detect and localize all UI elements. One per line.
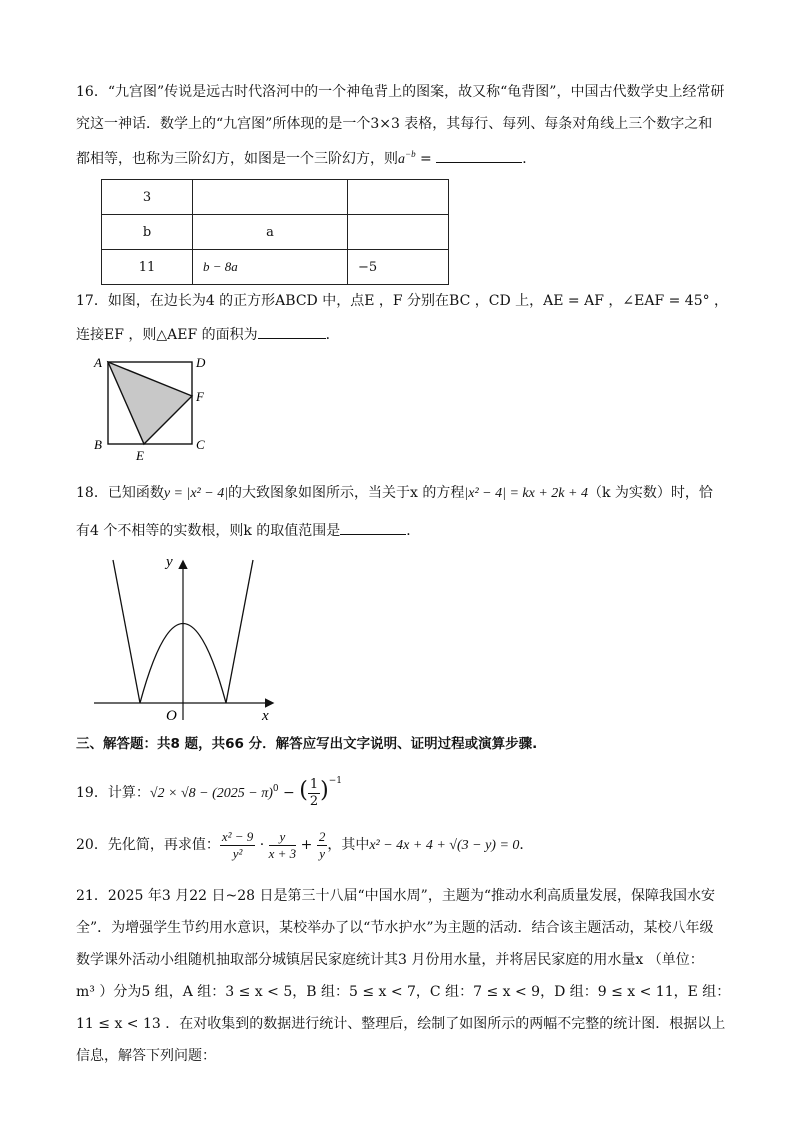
q16-expr-base: a: [398, 152, 405, 167]
label-c: C: [196, 437, 205, 452]
table-row: [102, 215, 449, 250]
q18-text-end: （k 为实数）时，恰: [587, 485, 713, 501]
label-f: F: [196, 389, 204, 404]
section3-heading: 三、解答题：共8 题，共66 分．解答应写出文字说明、证明过程或演算步骤.: [76, 736, 538, 752]
q21-line6: 信息，解答下列问题：: [76, 1048, 216, 1064]
q19-paren-close: ): [320, 778, 329, 803]
q18-text-mid: 的大致图象如图所示，当关于x 的方程: [228, 485, 465, 501]
q18-function: y = |x² − 4|: [163, 486, 229, 501]
q20-frac3: [317, 829, 328, 862]
q16-line2: 究这一神话．数学上的“九宫图”所体现的是一个3×3 表格，其每行、每列、每条对角线上三个数字之和: [76, 116, 713, 132]
q20-frac1: [220, 829, 255, 862]
q16-end: ．: [522, 151, 537, 167]
q16-line3-text: 都相等，也称为三阶幻方，如图是一个三阶幻方，则: [76, 151, 398, 167]
q17-line2-text: 连接EF ，则△AEF 的面积为: [76, 327, 258, 343]
q17-end: ．: [325, 327, 340, 343]
q20-line: [76, 826, 533, 865]
q18-line2: [76, 520, 420, 540]
table-cell: [348, 180, 449, 215]
q17-answer-blank[interactable]: [258, 324, 326, 339]
q19-line: [76, 774, 342, 811]
q20-end: ．: [519, 837, 534, 853]
origin-label: O: [166, 708, 177, 724]
q20-dot: ·: [255, 837, 269, 853]
q16-answer-blank[interactable]: [436, 148, 522, 163]
q18-end: ．: [406, 523, 421, 539]
table-cell: 11: [102, 250, 193, 285]
table-cell: [348, 215, 449, 250]
table-cell: [193, 180, 348, 215]
q19-half-den: 2: [309, 793, 319, 809]
q19-expr: √2 × √8 − (2025 − π): [149, 786, 273, 801]
table-cell: a: [193, 215, 348, 250]
label-d: D: [196, 355, 206, 370]
q18-line1: [76, 484, 713, 503]
q16-expr-exp: −b: [405, 149, 416, 159]
q16-line3: [76, 148, 536, 169]
axis-label-x: x: [262, 708, 269, 724]
q20-frac2-den: x + 3: [268, 845, 297, 861]
q19-half-num: 1: [309, 776, 319, 792]
q19-minus: −: [278, 785, 300, 801]
table-cell: −5: [348, 250, 449, 285]
triangle-aef: [108, 362, 192, 444]
q18-answer-blank[interactable]: [340, 520, 406, 535]
q21-line5: 11 ≤ x < 13 ．在对收集到的数据进行统计、整理后，绘制了如图所示的两幅不完整的统计图．根据以上: [76, 1016, 726, 1032]
q19-fraction-half: [308, 777, 320, 810]
q20-frac3-num: 2: [318, 828, 326, 844]
q21-line4: m³ ）分为5 组，A 组：3 ≤ x < 5，B 组：5 ≤ x < 7，C 组：7 ≤ x < 9，D 组：9 ≤ x < 11，E 组：: [76, 984, 731, 1000]
q20-cond-pre: ，其中: [327, 837, 370, 853]
function-graph: [90, 548, 290, 726]
q21-line1: 21．2025 年3 月22 日~28 日是第三十八届“中国水周”，主题为“推动水利高质量发展，保障我国水安: [76, 888, 715, 904]
q19-text-pre: 19．计算：: [76, 785, 150, 801]
axis-label-y: y: [166, 554, 173, 570]
q19-exp-neg1: −1: [328, 776, 342, 786]
q21-line2: 全”．为增强学生节约用水意识，某校举办了以“节水护水”为主题的活动．结合该主题活动，某校八年级: [76, 920, 714, 936]
magic-square-table: [101, 179, 449, 285]
q17-line1: 17．如图，在边长为4 的正方形ABCD 中，点E ，F 分别在BC ，CD 上，AE = AF ，∠EAF = 45° ，: [76, 293, 729, 309]
q21-line3: 数学课外活动小组随机抽取部分城镇居民家庭统计其3 月份用水量，并将居民家庭的用水量x （单位：: [76, 952, 704, 968]
q20-text-pre: 20．先化简，再求值：: [76, 837, 220, 853]
table-row: [102, 250, 449, 285]
table-row: [102, 180, 449, 215]
q18-line2-text: 有4 个不相等的实数根，则k 的取值范围是: [76, 523, 341, 539]
label-b: B: [94, 437, 102, 452]
q16-eq: =: [415, 151, 432, 167]
q18-text-pre: 18．已知函数: [76, 485, 164, 501]
q20-plus: +: [296, 837, 317, 853]
q19-exp0: 0: [272, 784, 279, 794]
table-cell: 3: [102, 180, 193, 215]
q18-equation: |x² − 4| = kx + 2k + 4: [464, 486, 588, 501]
table-cell: b: [102, 215, 193, 250]
q20-frac1-num: x² − 9: [221, 828, 254, 844]
q20-frac1-den: y²: [232, 845, 243, 861]
q16-line1: 16．“九宫图”传说是远古时代洛河中的一个神龟背上的图案，故又称“龟背图”，中国古代数学史上经常研: [76, 84, 725, 100]
label-a: A: [94, 355, 102, 370]
q20-frac3-den: y: [319, 845, 325, 861]
square-figure: [86, 350, 216, 462]
label-e: E: [136, 448, 144, 462]
table-cell: b − 8a: [193, 250, 348, 285]
q17-line2: [76, 324, 340, 344]
q20-condition: x² − 4x + 4 + √(3 − y) = 0: [369, 838, 520, 853]
q19-paren-open: (: [299, 778, 308, 803]
q20-frac2: [269, 829, 297, 862]
q20-frac2-num: y: [269, 829, 297, 846]
